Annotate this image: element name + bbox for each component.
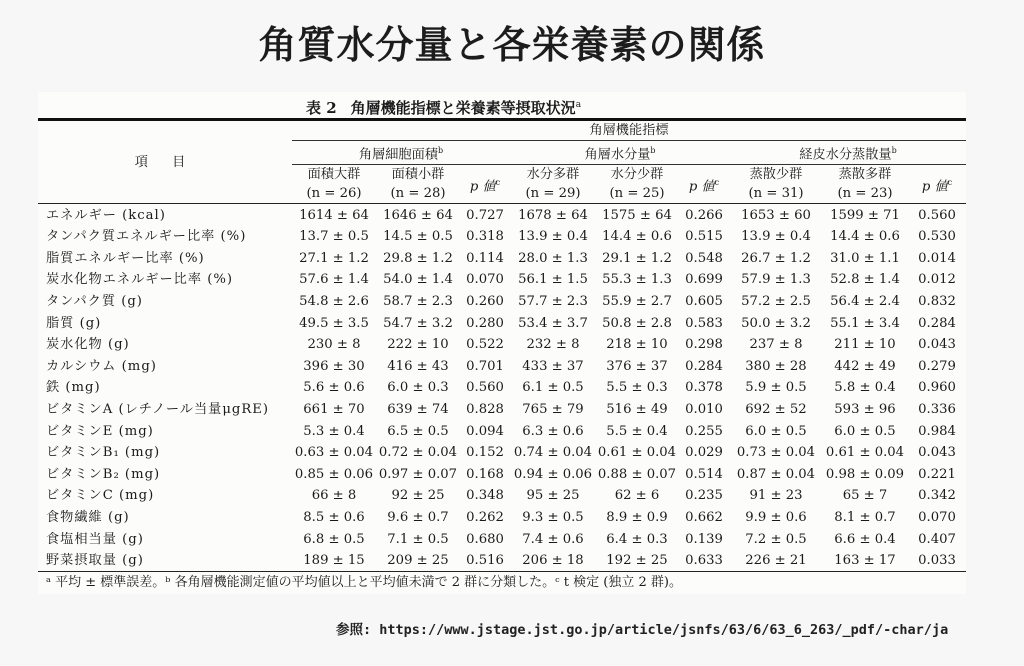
table-row (38, 204, 966, 226)
table-row (38, 248, 966, 270)
p-value-cell: 0.560 (908, 204, 966, 226)
value-cell: 26.7 ± 1.2 (741, 250, 811, 266)
p-value-cell: 0.407 (918, 531, 956, 547)
p-value-cell: 0.010 (685, 402, 723, 418)
value-cell: 14.4 ± 0.6 (602, 229, 672, 245)
table-row (38, 269, 966, 291)
value-cell: 29.8 ± 1.2 (383, 250, 453, 266)
p-value-cell: 0.094 (466, 423, 504, 439)
value-cell: 0.88 ± 0.07 (597, 466, 677, 482)
value-cell: 8.5 ± 0.6 (303, 510, 365, 525)
table-document (38, 92, 966, 594)
row-label: 食塩相当量 (g) (46, 531, 144, 547)
row-label: ビタミンC (mg) (46, 488, 155, 504)
value-cell: 8.1 ± 0.7 (834, 510, 896, 525)
p-value-cell: 0.221 (918, 466, 956, 482)
value-cell: 6.0 ± 0.5 (834, 423, 896, 439)
table-row (38, 291, 966, 313)
p-value-cell: 0.014 (918, 250, 956, 266)
value-cell: 211 ± 10 (834, 337, 896, 353)
item-column-header: 項 目 (38, 120, 292, 204)
value-cell: 218 ± 10 (606, 337, 668, 353)
value-cell: 92 ± 25 (391, 488, 445, 504)
group-header-cell-area: 角層細胞面積$^b$ (292, 141, 510, 165)
value-cell: 1614 ± 64 (292, 204, 376, 226)
value-cell: 692 ± 52 (745, 402, 807, 418)
value-cell: 376 ± 37 (606, 358, 668, 374)
p-value-cell: 0.260 (466, 294, 504, 310)
value-cell: 5.5 ± 0.4 (606, 423, 668, 439)
value-cell: 31.0 ± 1.1 (830, 250, 900, 266)
p-value-header: p 値$^c$ (921, 177, 953, 195)
value-cell: 0.73 ± 0.04 (736, 445, 816, 461)
p-value-cell: 0.139 (685, 531, 723, 547)
p-value-cell: 0.522 (466, 337, 504, 353)
value-cell: 6.1 ± 0.5 (522, 380, 584, 396)
value-cell: 232 ± 8 (526, 337, 580, 353)
p-value-cell: 0.114 (466, 250, 504, 266)
p-value-cell: 0.284 (685, 358, 723, 374)
row-label: ビタミンB₁ (mg) (46, 445, 161, 461)
table-body (38, 204, 966, 572)
n-header: (n = 31) (748, 186, 804, 202)
table-caption-number: 表 2 (306, 99, 337, 117)
table-row (38, 226, 966, 248)
p-value-cell: 0.255 (685, 423, 723, 439)
table-caption (38, 92, 966, 118)
value-cell: 57.6 ± 1.4 (299, 272, 369, 288)
value-cell: 54.7 ± 3.2 (383, 315, 453, 331)
group-header-water: 角層水分量$^b$ (510, 141, 730, 165)
p-value-cell: 0.070 (466, 272, 504, 288)
p-value-cell: 0.168 (466, 466, 504, 482)
n-header: (n = 25) (609, 186, 665, 202)
table-row (38, 464, 966, 486)
value-cell: 0.85 ± 0.06 (294, 466, 374, 482)
n-header: (n = 23) (837, 186, 893, 202)
value-cell: 433 ± 37 (522, 358, 584, 374)
value-cell: 1678 ± 64 (510, 204, 596, 226)
row-label: ビタミンB₂ (mg) (46, 466, 161, 482)
value-cell: 7.4 ± 0.6 (522, 531, 584, 547)
table-row (38, 507, 966, 529)
table-row (38, 442, 966, 464)
value-cell: 14.5 ± 0.5 (383, 229, 453, 245)
p-value-cell: 0.560 (466, 380, 504, 396)
value-cell: 52.8 ± 1.4 (830, 272, 900, 288)
p-value-cell: 0.530 (918, 229, 956, 245)
page-title: 角質水分量と各栄養素の関係 (258, 23, 766, 67)
p-value-cell: 0.727 (460, 204, 510, 226)
p-value-cell: 0.984 (918, 423, 956, 439)
table-row (38, 399, 966, 421)
value-cell: 95 ± 25 (526, 488, 580, 504)
p-value-cell: 0.348 (466, 488, 504, 504)
value-cell: 13.7 ± 0.5 (299, 229, 369, 245)
value-cell: 55.3 ± 1.3 (602, 272, 672, 288)
p-value-cell: 0.029 (685, 445, 723, 461)
value-cell: 6.3 ± 0.6 (522, 423, 584, 439)
value-cell: 56.1 ± 1.5 (518, 272, 588, 288)
value-cell: 6.6 ± 0.4 (834, 531, 896, 547)
p-value-header: p 値$^c$ (688, 177, 720, 195)
value-cell: 57.9 ± 1.3 (741, 272, 811, 288)
value-cell: 0.61 ± 0.04 (825, 445, 905, 461)
value-cell: 189 ± 15 (292, 550, 376, 572)
table-row (38, 420, 966, 442)
col-header: 水分多群 (526, 167, 580, 183)
p-value-cell: 0.033 (908, 550, 966, 572)
value-cell: 13.9 ± 0.4 (518, 229, 588, 245)
col-header: 水分少群 (610, 167, 664, 183)
value-cell: 57.7 ± 2.3 (518, 294, 588, 310)
col-header: 面積大群 (307, 167, 361, 183)
value-cell: 516 ± 49 (606, 402, 668, 418)
value-cell: 416 ± 43 (387, 358, 449, 374)
p-value-cell: 0.828 (466, 402, 504, 418)
row-label: 脂質エネルギー比率 (%) (46, 250, 205, 266)
table-footnote: ᵃ 平均 ± 標準誤差。ᵇ 各角層機能測定値の平均値以上と平均値未満で 2 群に分類した。ᶜ t 検定 (独立 2 群)。 (46, 575, 682, 591)
value-cell: 0.97 ± 0.07 (378, 466, 458, 482)
value-cell: 230 ± 8 (307, 337, 361, 353)
p-value-cell: 0.662 (685, 510, 723, 525)
value-cell: 209 ± 25 (376, 550, 460, 572)
p-value-cell: 0.279 (918, 358, 956, 374)
row-label: 食物繊維 (g) (46, 510, 130, 525)
row-label: 脂質 (g) (46, 315, 102, 331)
value-cell: 222 ± 10 (387, 337, 449, 353)
p-value-cell: 0.342 (918, 488, 956, 504)
value-cell: 6.0 ± 0.5 (745, 423, 807, 439)
reference-url: 参照: https://www.jstage.jst.go.jp/article/jsnfs/63/6/63_6_263/_pdf/-char/ja (336, 622, 949, 638)
value-cell: 55.1 ± 3.4 (830, 315, 900, 331)
value-cell: 54.0 ± 1.4 (383, 272, 453, 288)
row-label: ビタミンA (レチノール当量μgRE) (46, 402, 270, 418)
p-value-cell: 0.043 (918, 337, 956, 353)
value-cell: 1599 ± 71 (822, 204, 908, 226)
p-value-cell: 0.280 (466, 315, 504, 331)
value-cell: 14.4 ± 0.6 (830, 229, 900, 245)
row-label: 鉄 (mg) (46, 380, 101, 396)
value-cell: 58.7 ± 2.3 (383, 294, 453, 310)
p-value-cell: 0.266 (678, 204, 730, 226)
value-cell: 593 ± 96 (834, 402, 896, 418)
value-cell: 1653 ± 60 (730, 204, 822, 226)
value-cell: 28.0 ± 1.3 (518, 250, 588, 266)
p-value-cell: 0.298 (685, 337, 723, 353)
p-value-cell: 0.699 (685, 272, 723, 288)
n-header: (n = 28) (390, 186, 446, 202)
row-label: タンパク質 (g) (46, 294, 143, 310)
p-value-cell: 0.680 (466, 531, 504, 547)
p-value-cell: 0.152 (466, 445, 504, 461)
value-cell: 1575 ± 64 (596, 204, 678, 226)
value-cell: 5.6 ± 0.6 (303, 380, 365, 396)
p-value-cell: 0.235 (685, 488, 723, 504)
p-value-cell: 0.284 (918, 315, 956, 331)
p-value-cell: 0.336 (918, 402, 956, 418)
value-cell: 9.9 ± 0.6 (745, 510, 807, 525)
p-value-cell: 0.262 (466, 510, 504, 525)
value-cell: 62 ± 6 (614, 488, 660, 504)
value-cell: 0.74 ± 0.04 (513, 445, 593, 461)
group-header-tewl: 経皮水分蒸散量$^b$ (730, 141, 966, 165)
p-value-cell: 0.605 (685, 294, 723, 310)
p-value-cell: 0.548 (685, 250, 723, 266)
value-cell: 56.4 ± 2.4 (830, 294, 900, 310)
main-header: 角層機能指標 (292, 120, 966, 141)
col-header: 蒸散少群 (749, 167, 803, 183)
value-cell: 65 ± 7 (842, 488, 888, 504)
value-cell: 639 ± 74 (387, 402, 449, 418)
table-row (38, 356, 966, 378)
value-cell: 6.5 ± 0.5 (387, 423, 449, 439)
value-cell: 5.3 ± 0.4 (303, 423, 365, 439)
value-cell: 9.6 ± 0.7 (387, 510, 449, 525)
value-cell: 8.9 ± 0.9 (606, 510, 668, 525)
value-cell: 442 ± 49 (834, 358, 896, 374)
row-label: 野菜摂取量 (g) (38, 550, 292, 572)
value-cell: 206 ± 18 (510, 550, 596, 572)
row-label: 炭水化物エネルギー比率 (%) (46, 272, 234, 288)
value-cell: 163 ± 17 (822, 550, 908, 572)
value-cell: 0.61 ± 0.04 (597, 445, 677, 461)
value-cell: 50.8 ± 2.8 (602, 315, 672, 331)
value-cell: 54.8 ± 2.6 (299, 294, 369, 310)
row-label: エネルギー (kcal) (38, 204, 292, 226)
table-row (38, 528, 966, 550)
value-cell: 53.4 ± 3.7 (518, 315, 588, 331)
value-cell: 27.1 ± 1.2 (299, 250, 369, 266)
table-row (38, 377, 966, 399)
row-label: ビタミンE (mg) (46, 423, 154, 439)
col-header: 面積小群 (391, 167, 445, 183)
value-cell: 380 ± 28 (745, 358, 807, 374)
value-cell: 55.9 ± 2.7 (602, 294, 672, 310)
value-cell: 396 ± 30 (303, 358, 365, 374)
p-value-cell: 0.043 (918, 445, 956, 461)
table-row (38, 312, 966, 334)
p-value-cell: 0.318 (466, 229, 504, 245)
value-cell: 13.9 ± 0.4 (741, 229, 811, 245)
value-cell: 66 ± 8 (311, 488, 357, 504)
p-value-cell: 0.583 (685, 315, 723, 331)
table-row (38, 485, 966, 507)
value-cell: 6.8 ± 0.5 (303, 531, 365, 547)
p-value-cell: 0.701 (466, 358, 504, 374)
value-cell: 0.87 ± 0.04 (736, 466, 816, 482)
value-cell: 0.63 ± 0.04 (294, 445, 374, 461)
value-cell: 7.1 ± 0.5 (387, 531, 449, 547)
value-cell: 7.2 ± 0.5 (745, 531, 807, 547)
value-cell: 5.5 ± 0.3 (606, 380, 668, 396)
value-cell: 50.0 ± 3.2 (741, 315, 811, 331)
p-value-cell: 0.514 (685, 466, 723, 482)
row-label: カルシウム (mg) (46, 358, 157, 374)
value-cell: 5.8 ± 0.4 (834, 380, 896, 396)
nutrient-table (38, 118, 966, 572)
value-cell: 6.0 ± 0.3 (387, 380, 449, 396)
value-cell: 5.9 ± 0.5 (745, 380, 807, 396)
p-value-cell: 0.516 (460, 550, 510, 572)
p-value-cell: 0.832 (918, 294, 956, 310)
value-cell: 226 ± 21 (730, 550, 822, 572)
p-value-cell: 0.378 (685, 380, 723, 396)
table-caption-text: 角層機能指標と栄養素等摂取状況 (350, 99, 576, 117)
value-cell: 91 ± 23 (749, 488, 803, 504)
value-cell: 6.4 ± 0.3 (606, 531, 668, 547)
value-cell: 661 ± 70 (303, 402, 365, 418)
value-cell: 57.2 ± 2.5 (741, 294, 811, 310)
n-header: (n = 29) (525, 186, 581, 202)
value-cell: 0.94 ± 0.06 (513, 466, 593, 482)
value-cell: 0.98 ± 0.09 (825, 466, 905, 482)
table-row (38, 334, 966, 356)
p-value-cell: 0.070 (918, 510, 956, 525)
value-cell: 9.3 ± 0.5 (522, 510, 584, 525)
p-value-cell: 0.960 (918, 380, 956, 396)
table-row (38, 550, 966, 572)
col-header: 蒸散多群 (838, 167, 892, 183)
table-caption-sup: a (575, 100, 582, 110)
value-cell: 0.72 ± 0.04 (378, 445, 458, 461)
p-value-cell: 0.633 (678, 550, 730, 572)
value-cell: 49.5 ± 3.5 (299, 315, 369, 331)
row-label: 炭水化物 (g) (46, 337, 130, 353)
p-value-cell: 0.012 (918, 272, 956, 288)
p-value-cell: 0.515 (685, 229, 723, 245)
value-cell: 1646 ± 64 (376, 204, 460, 226)
value-cell: 237 ± 8 (749, 337, 803, 353)
value-cell: 765 ± 79 (522, 402, 584, 418)
value-cell: 29.1 ± 1.2 (602, 250, 672, 266)
row-label: タンパク質エネルギー比率 (%) (46, 229, 247, 245)
value-cell: 192 ± 25 (596, 550, 678, 572)
p-value-header: p 値$^c$ (469, 177, 501, 195)
n-header: (n = 26) (306, 186, 362, 202)
